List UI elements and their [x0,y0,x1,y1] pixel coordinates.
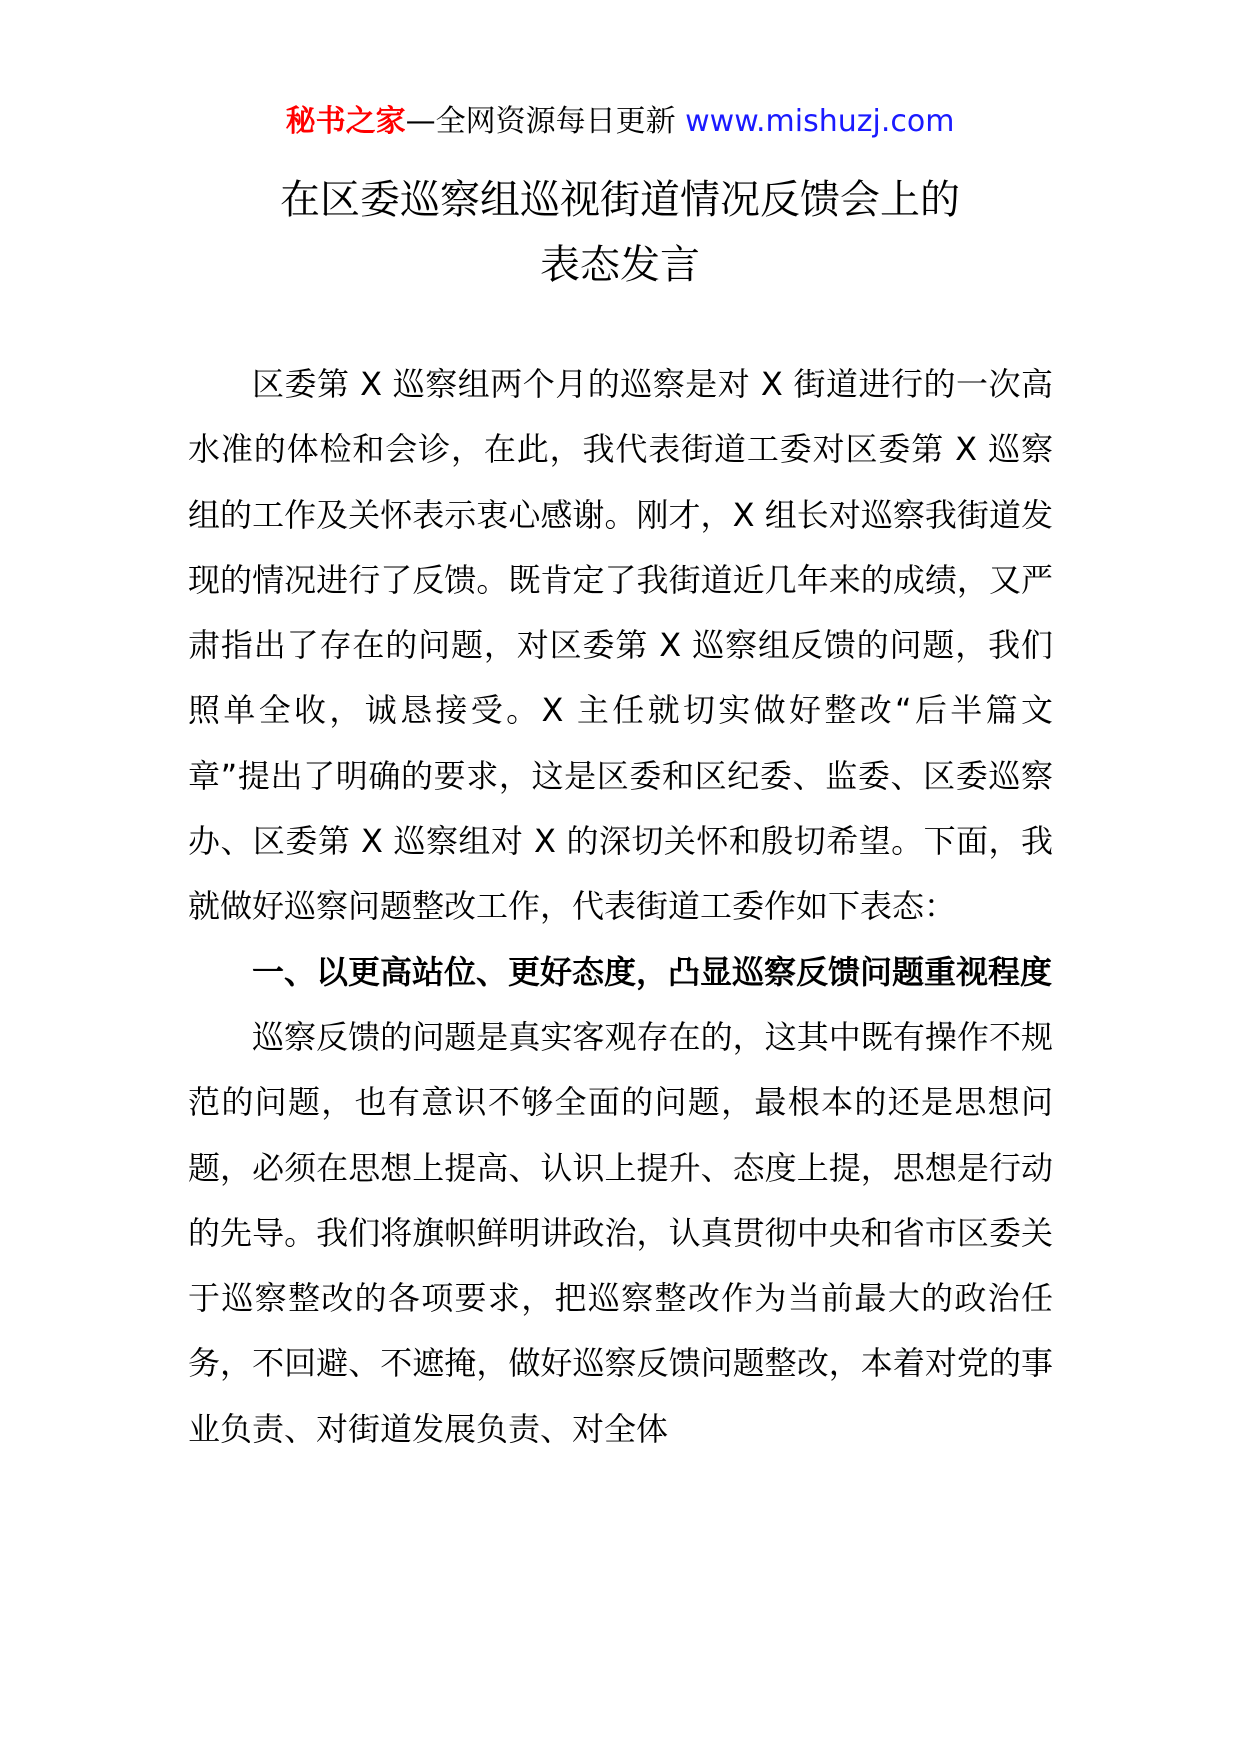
site-header [0,102,1240,142]
section-heading-1: 一、以更高站位、更好态度，凸显巡察反馈问题重视程度 [252,952,1053,991]
paragraph-intro: 区委第 X 巡察组两个月的巡察是对 X 街道进行的一次高水准的体检和会诊，在此，我代表街道工委对区委第 X 巡察组的工作及关怀表示衷心感谢。刚才，X 组长对巡察我街道发现的情况进行了反馈。既肯定了我街道近几年来的成绩，又严肃指出了存在的问题，对区委第 X 巡察组反馈的问题，我们照单全收，诚恳接受。X 主任就切实做好整改“后半篇文章”提出了明确的要求，这是区委和区纪委、监委、区委巡察办、区委第 X 巡察组对 X 的深切关怀和殷切希望。下面，我就做好巡察问题整改工作，代表街道工委作如下表态： [188,365,1053,926]
document-body [188,352,1053,1462]
document-title [0,168,1240,298]
paragraph-section-1: 巡察反馈的问题是真实客观存在的，这其中既有操作不规范的问题，也有意识不够全面的问题，最根本的还是思想问题，必须在思想上提高、认识上提升、态度上提，思想是行动的先导。我们将旗帜鲜明讲政治，认真贯彻中央和省市区委关于巡察整改的各项要求，把巡察整改作为当前最大的政治任务，不回避、不遮掩，做好巡察反馈问题整改，本着对党的事业负责、对街道发展负责、对全体 [188,1017,1053,1448]
header-tagline: —全网资源每日更新 [405,104,686,139]
title-line-1: 在区委巡察组巡视街道情况反馈会上的 [280,177,960,223]
site-url-link[interactable]: www.mishuzj.com [685,104,955,139]
brand-name: 秘书之家 [285,104,406,139]
title-line-2: 表态发言 [540,242,700,288]
